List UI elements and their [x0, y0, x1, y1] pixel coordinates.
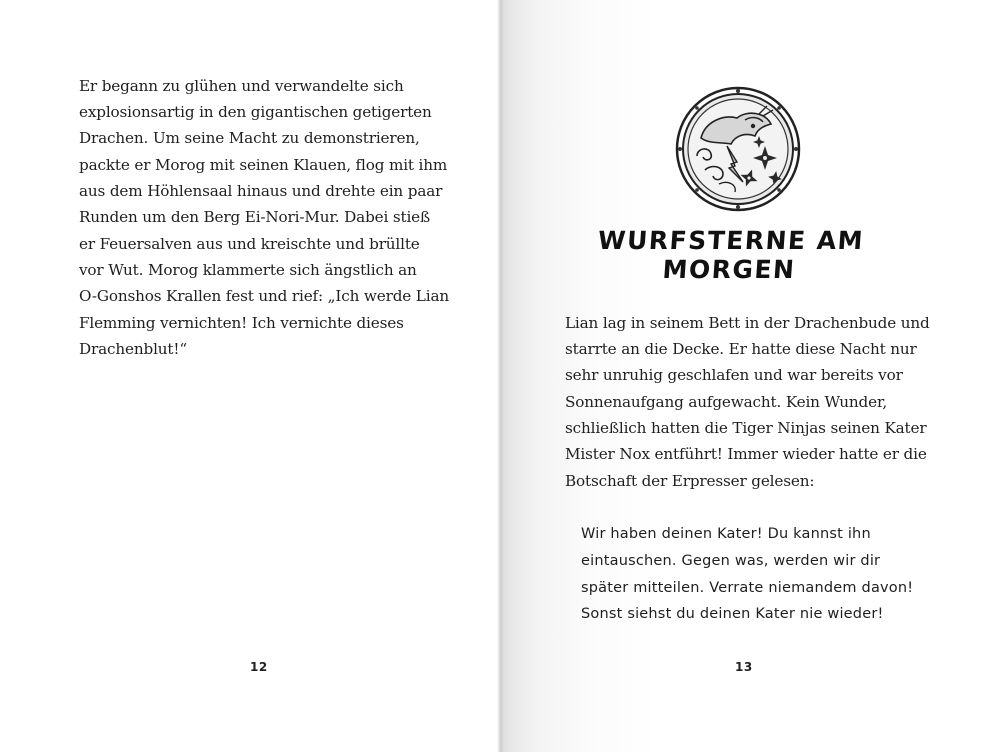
right-text-line: Botschaft der Erpresser gelesen: [565, 472, 815, 490]
left-text-line: Flemming vernichten! Ich vernichte dieses [79, 314, 404, 332]
left-text-line: O-Gonshos Krallen fest und rief: „Ich werde Lian [79, 287, 449, 305]
left-text-line: aus dem Höhlensaal hinaus und drehte ein paar [79, 182, 443, 200]
ransom-note-line: Wir haben deinen Kater! Du kannst ihn [581, 526, 871, 542]
right-text-line: schließlich hatten die Tiger Ninjas seinen Kater [565, 419, 927, 437]
left-text-line: er Feuersalven aus und kreischte und brüllte [79, 235, 420, 253]
ransom-note-line: eintauschen. Gegen was, werden wir dir [581, 553, 881, 569]
ransom-note-line: Sonst siehst du deinen Kater nie wieder! [581, 606, 884, 622]
book-gutter [497, 0, 503, 752]
left-text-line: Er begann zu glühen und verwandelte sich [79, 77, 404, 95]
right-text-line: starrte an die Decke. Er hatte diese Nacht nur [565, 340, 917, 358]
ransom-note-line: später mitteilen. Verrate niemandem davon! [581, 580, 914, 596]
dragon-shuriken-emblem-icon [675, 86, 801, 212]
right-text-line: Lian lag in seinem Bett in der Drachenbude und [565, 314, 930, 332]
chapter-title: WURFSTERNE AM MORGEN [596, 226, 866, 284]
right-text-line: sehr unruhig geschlafen und war bereits vor [565, 366, 903, 384]
left-text-line: Drachen. Um seine Macht zu demonstrieren, [79, 129, 420, 147]
right-text-line: Mister Nox entführt! Immer wieder hatte er die [565, 445, 927, 463]
left-text-line: Runden um den Berg Ei-Nori-Mur. Dabei stieß [79, 208, 431, 226]
right-page-number: 13 [735, 660, 753, 674]
left-text-line: vor Wut. Morog klammerte sich ängstlich an [79, 261, 417, 279]
left-page-number: 12 [250, 660, 268, 674]
left-text-line: Drachenblut!“ [79, 340, 187, 358]
left-text-line: explosionsartig in den gigantischen getigerten [79, 103, 432, 121]
left-text-line: packte er Morog mit seinen Klauen, flog mit ihm [79, 156, 448, 174]
right-text-line: Sonnenaufgang aufgewacht. Kein Wunder, [565, 393, 888, 411]
